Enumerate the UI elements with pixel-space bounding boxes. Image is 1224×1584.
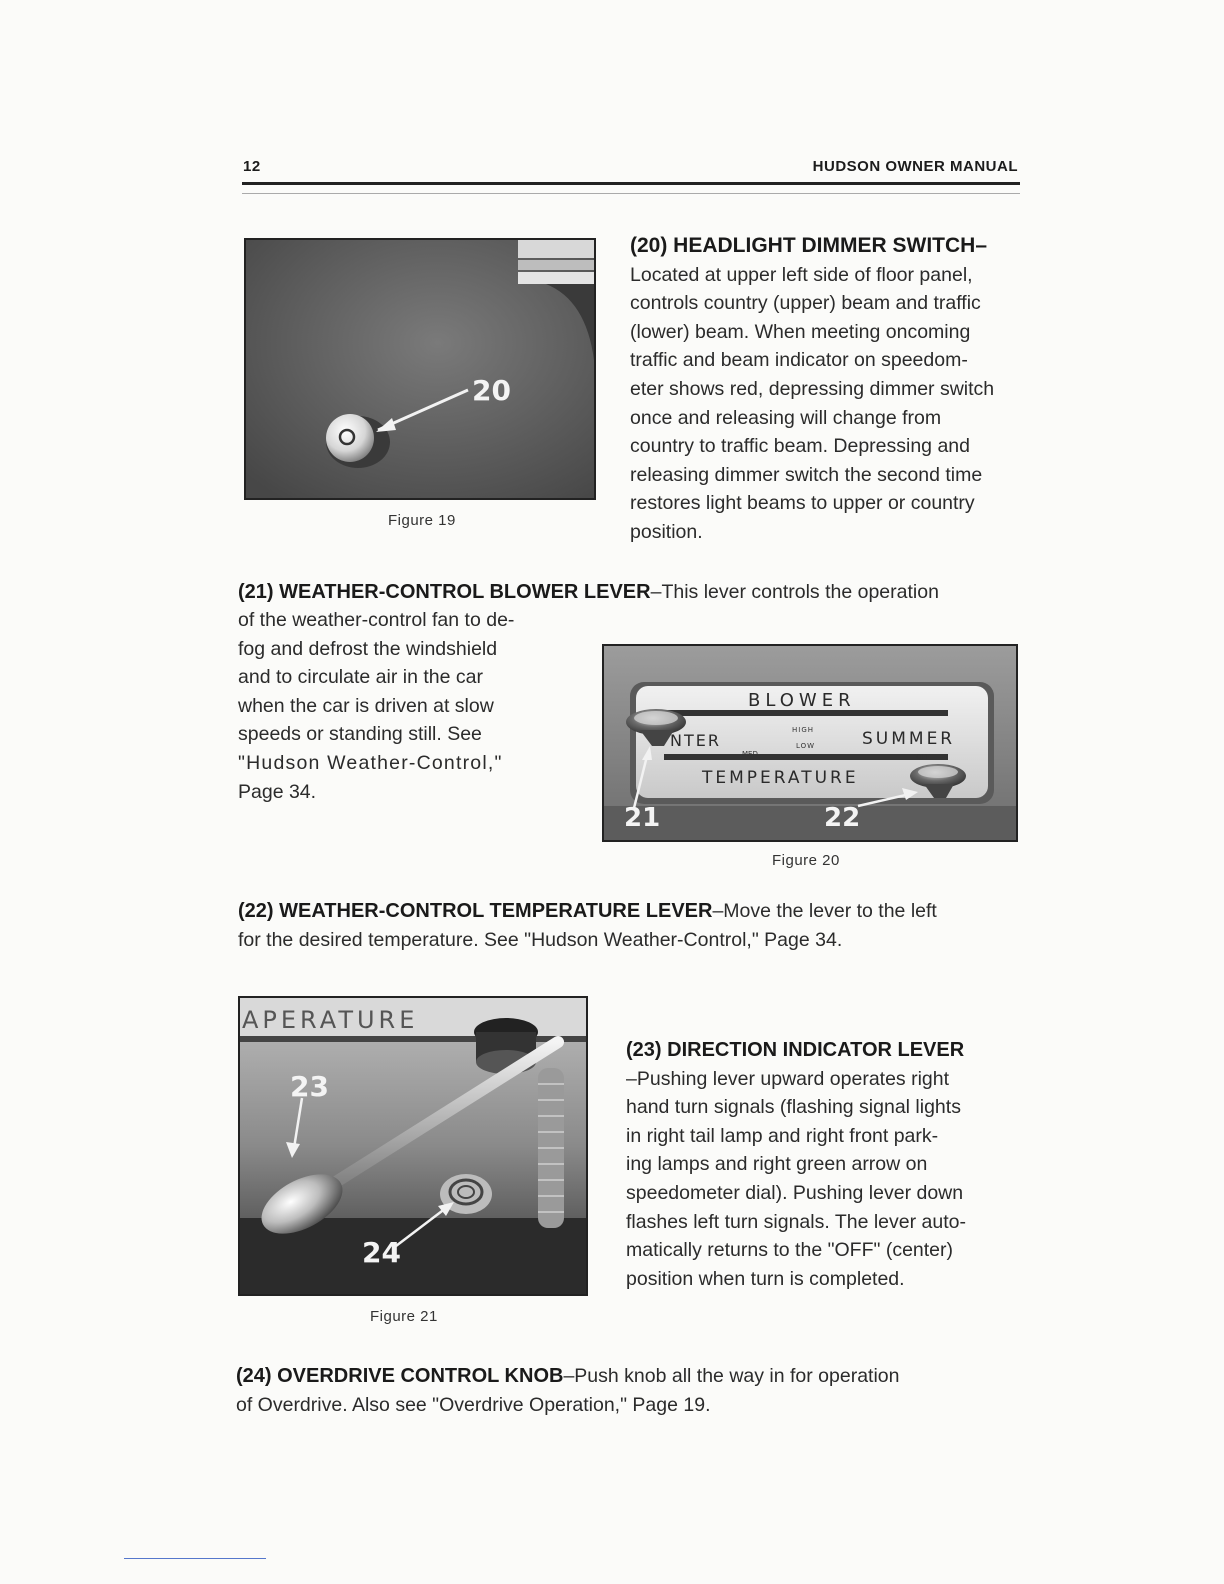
section-21-line: speeds or standing still. See (238, 723, 482, 746)
section-20-line: position. (630, 520, 703, 543)
section-20-line: controls country (upper) beam and traffic (630, 292, 981, 315)
section-22-heading-rest: –Move the lever to the left (712, 900, 937, 922)
section-22 (238, 897, 1022, 954)
section-21-line: of the weather-control fan to de- (238, 609, 515, 631)
figure-21-photo (238, 996, 588, 1296)
section-24 (236, 1362, 1020, 1419)
section-20-line: traffic and beam indicator on speedom- (630, 349, 968, 372)
panel-off-label: OFF (916, 753, 930, 761)
section-20-line: Located at upper left side of floor panel, (630, 263, 973, 286)
section-21-heading-rest: –This lever controls the operation (650, 581, 939, 603)
section-23 (626, 1036, 1018, 1293)
section-21-heading-line (238, 578, 1022, 607)
panel-summer-label: SUMMER (862, 729, 956, 749)
panel-med-label: MED (742, 750, 758, 758)
section-23-line: speedometer dial). Pushing lever down (626, 1181, 964, 1204)
section-20-line: releasing dimmer switch the second time (630, 463, 983, 486)
section-21-line: and to circulate air in the car (238, 666, 483, 689)
section-21-line: when the car is driven at slow (238, 694, 494, 717)
page-number: 12 (243, 158, 261, 175)
section-21-body (238, 606, 556, 806)
section-20-line: restores light beams to upper or country (630, 492, 975, 515)
section-20-line: eter shows red, depressing dimmer switch (630, 377, 995, 400)
direction-indicator-illustration (240, 998, 586, 1294)
panel-blower-label: BLOWER (748, 690, 856, 711)
section-24-line: of Overdrive. Also see "Overdrive Operation," Page 19. (236, 1393, 711, 1416)
section-23-line: matically returns to the "OFF" (center) (626, 1239, 954, 1262)
section-23-line: flashes left turn signals. The lever auto- (626, 1210, 966, 1233)
footer-rule (124, 1558, 266, 1559)
section-21-line: fog and defrost the windshield (238, 637, 498, 660)
section-24-heading-line (236, 1362, 1020, 1391)
section-20-line: country to traffic beam. Depressing and (630, 435, 970, 458)
section-23-line: in right tail lamp and right front park- (626, 1124, 939, 1147)
section-23-line: –Pushing lever upward operates right (626, 1067, 950, 1090)
figure-21-callout-23: 23 (290, 1070, 329, 1103)
section-20-heading: (20) HEADLIGHT DIMMER SWITCH– (630, 234, 987, 257)
section-23-line: ing lamps and right green arrow on (626, 1153, 928, 1176)
section-22-heading-line (238, 897, 1022, 926)
figure-19-photo (244, 238, 596, 500)
panel-temperature-label: TEMPERATURE (702, 768, 859, 788)
running-title: HUDSON OWNER MANUAL (812, 158, 1018, 175)
section-21-heading: (21) WEATHER-CONTROL BLOWER LEVER (238, 581, 651, 603)
section-20-line: (lower) beam. When meeting oncoming (630, 320, 971, 343)
weather-control-panel-illustration (604, 646, 1016, 840)
dimmer-switch-illustration (246, 240, 594, 498)
panel-low-label: LOW (796, 742, 816, 750)
section-21-line: Page 34. (238, 780, 317, 803)
figure-21-panel-text: APERATURE (242, 1006, 419, 1034)
figure-20-photo (602, 644, 1018, 842)
section-23-line: hand turn signals (flashing signal lights (626, 1096, 961, 1119)
section-24-heading: (24) OVERDRIVE CONTROL KNOB (236, 1365, 564, 1387)
section-22-line: for the desired temperature. See "Hudson Weather-Control," Page 34. (238, 928, 843, 951)
figure-20-caption: Figure 20 (772, 852, 840, 869)
figure-19-caption: Figure 19 (388, 512, 456, 529)
figure-21-callout-24: 24 (362, 1236, 401, 1269)
section-21-line: "Hudson Weather-Control," (238, 751, 503, 774)
header-rule-thick (242, 182, 1020, 185)
section-23-heading: (23) DIRECTION INDICATOR LEVER (626, 1039, 965, 1061)
section-24-heading-rest: –Push knob all the way in for operation (563, 1365, 900, 1387)
section-23-line: position when turn is completed. (626, 1267, 905, 1290)
figure-21-caption: Figure 21 (370, 1308, 438, 1325)
figure-19-callout: 20 (472, 374, 511, 407)
panel-high-label: HIGH (792, 726, 815, 734)
figure-20-callout-21: 21 (624, 803, 661, 833)
section-22-heading: (22) WEATHER-CONTROL TEMPERATURE LEVER (238, 900, 713, 922)
panel-winter-label: NTER (670, 731, 721, 750)
figure-20-callout-22: 22 (824, 803, 861, 833)
section-20 (630, 232, 1022, 547)
header-rule-thin (242, 193, 1020, 194)
section-20-line: once and releasing will change from (630, 406, 942, 429)
